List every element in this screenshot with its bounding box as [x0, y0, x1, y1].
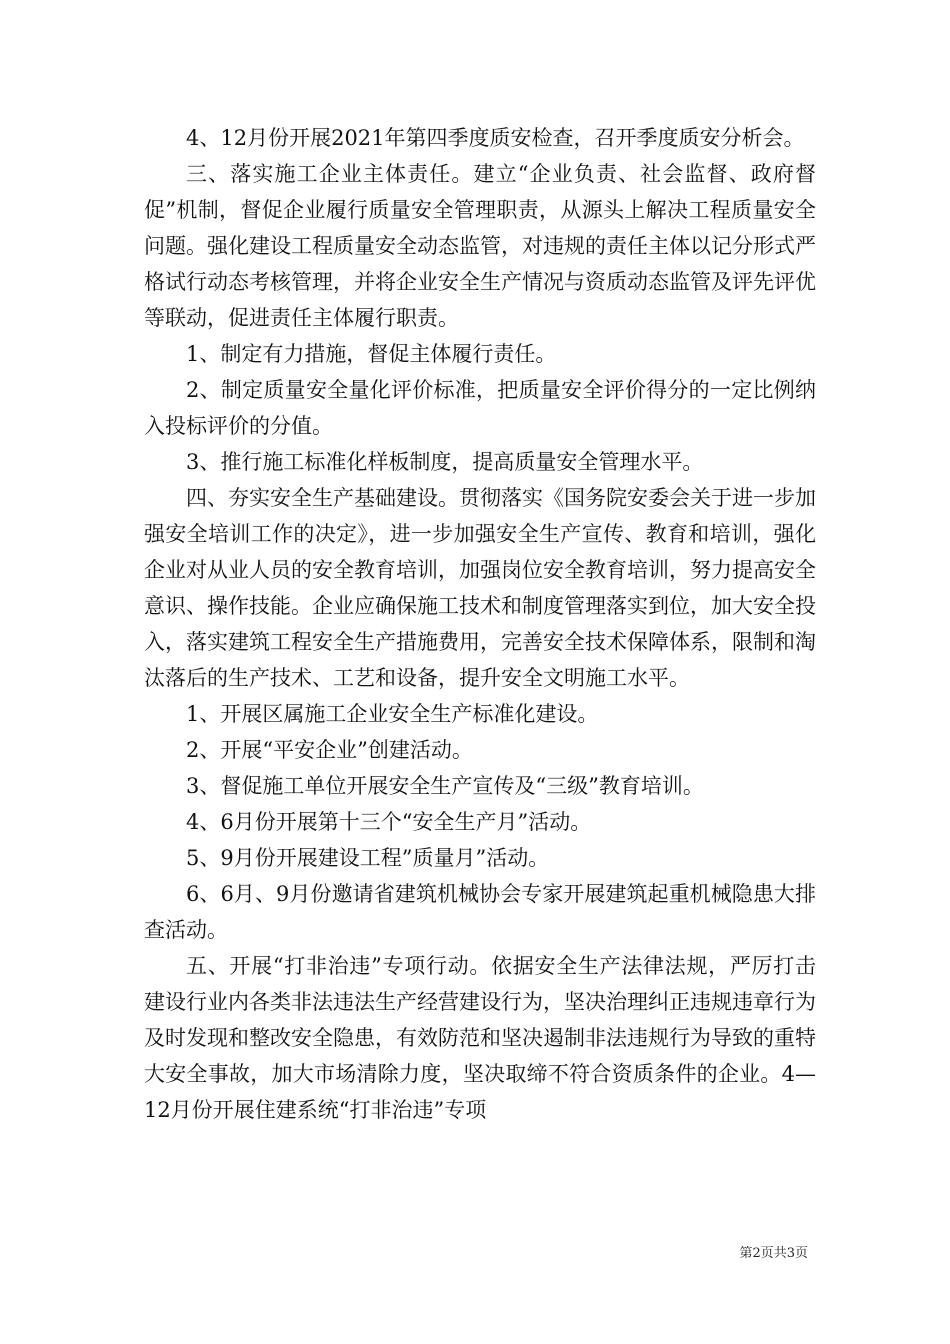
- paragraph: 5、9月份开展建设工程”质量月”活动。: [186, 846, 550, 870]
- paragraph: 6、6月、9月份邀请省建筑机械协会专家开展建筑起重机械隐患大排查活动。: [144, 882, 816, 942]
- document-body: [144, 120, 816, 1128]
- paragraph: 1、制定有力措施，督促主体履行责任。: [186, 342, 557, 366]
- paragraph: 2、制定质量安全量化评价标准，把质量安全评价得分的一定比例纳入投标评价的分值。: [144, 378, 816, 438]
- paragraph: 1、开展区属施工企业安全生产标准化建设。: [186, 702, 599, 726]
- paragraph: 四、夯实安全生产基础建设。贯彻落实《国务院安委会关于进一步加强安全培训工作的决定》，进一步加强安全生产宣传、教育和培训，强化企业对从业人员的安全教育培训，加强岗位安全教育培训，努力提高安全意识、操作技能。企业应确保施工技术和制度管理落实到位，加大安全投入，落实建筑工程安全生产措施费用，完善安全技术保障体系，限制和淘汰落后的生产技术、工艺和设备，提升安全文明施工水平。: [144, 486, 816, 690]
- paragraph: 4、12月份开展2021年第四季度质安检查，召开季度质安分析会。: [186, 126, 805, 150]
- page-number: 第2页共3页: [739, 1246, 808, 1261]
- paragraph: 4、6月份开展第十三个“安全生产月”活动。: [186, 810, 592, 834]
- paragraph: 三、落实施工企业主体责任。建立“企业负责、社会监督、政府督促”机制，督促企业履行质量安全管理职责，从源头上解决工程质量安全问题。强化建设工程质量安全动态监管，对违规的责任主体以记分形式严格试行动态考核管理，并将企业安全生产情况与资质动态监管及评先评优等联动，促进责任主体履行职责。: [144, 162, 816, 330]
- paragraph: 3、推行施工标准化样板制度，提高质量安全管理水平。: [186, 450, 704, 474]
- paragraph: 2、开展“平安企业”创建活动。: [186, 738, 473, 762]
- paragraph: 五、开展“打非治违”专项行动。依据安全生产法律法规，严厉打击建设行业内各类非法违法生产经营建设行为，坚决治理纠正违规违章行为及时发现和整改安全隐患，有效防范和坚决遏制非法违规行为导致的重特大安全事故，加大市场清除力度，坚决取缔不符合资质条件的企业。4—12月份开展住建系统“打非治违”专项: [144, 954, 816, 1122]
- paragraph: 3、督促施工单位开展安全生产宣传及“三级”教育培训。: [186, 774, 704, 798]
